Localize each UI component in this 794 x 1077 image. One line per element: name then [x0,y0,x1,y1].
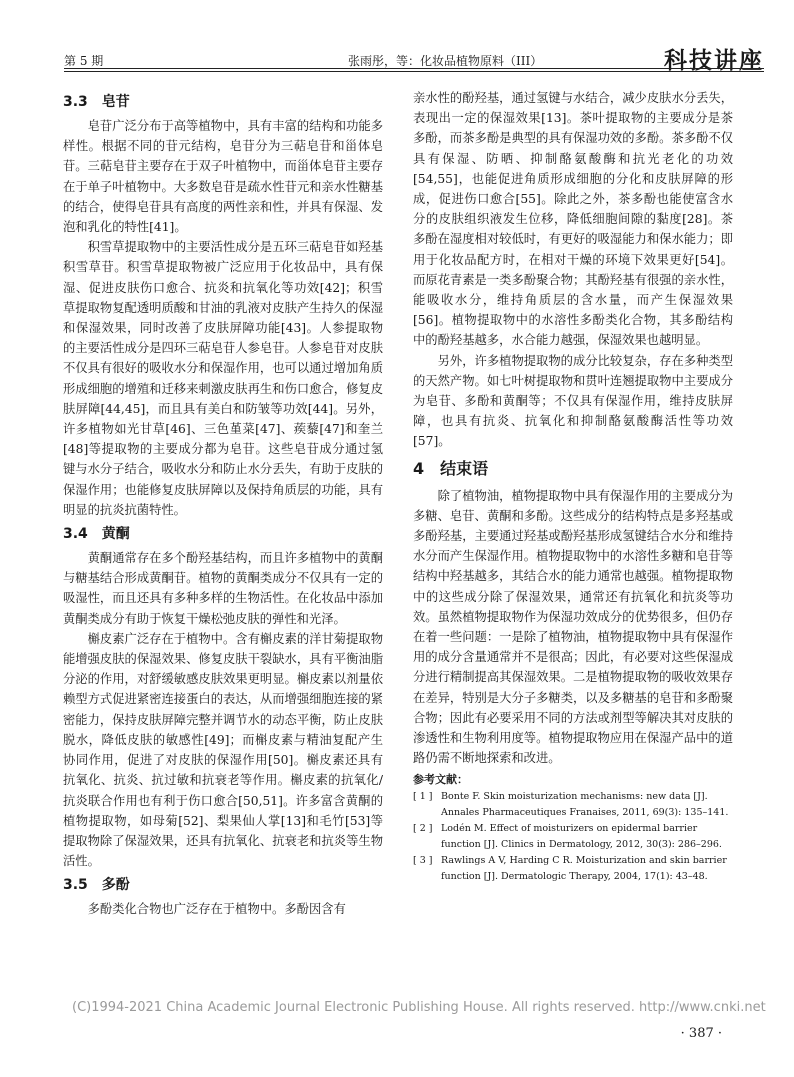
reference-text: Rawlings A V, Harding C R. Moisturization and skin barrier function [J]. Dermatologic Therapy, 2004, 17(1): 43–48. [441,854,727,882]
paragraph-continued: 亲水性的酚羟基，通过氢键与水结合，减少皮肤水分丢失，表现出一定的保湿效果[13]。茶叶提取物的主要成分是茶多酚，而茶多酚是典型的具有保湿功效的多酚。茶多酚不仅具有保湿、防晒、抑制酪氨酸酶和抗光老化的功效[54,55]，也能促进角质形成细胞的分化和皮肤屏障的形成，促进伤口愈合[55]。除此之外，茶多酚也能使富含水分的皮肤组织液发生位移，降低细胞间隙的黏度[28]。茶多酚在湿度相对较低时，有更好的吸湿能力和保水能力；即用于化妆品配方时，在相对干燥的环境下效果更好[54]。而原花青素是一类多酚聚合物；其酚羟基有很强的亲水性，能吸收水分，维持角质层的含水量，而产生保湿效果[56]。植物提取物中的水溶性多酚类化合物，其多酚结构中的酚羟基越多，水合能力越强，保湿效果也越明显。 [413,91,733,348]
paragraph: 多酚类化合物也广泛存在于植物中。多酚因含有 [87,902,346,917]
reference-text: Bonte F. Skin moisturization mechanisms: new data [J]. Annales Pharmaceutiques Franaises, 2011, 69(3): 135–141. [441,790,729,818]
copyright-watermark: (C)1994-2021 China Academic Journal Electronic Publishing House. All rights reserved. http://www.cnki.net [72,1000,766,1015]
left-column [63,88,383,920]
paragraph: 另外，许多植物提取物的成分比较复杂，存在多种类型的天然产物。如七叶树提取物和贯叶连翘提取物中主要成分为皂苷、多酚和黄酮等；不仅具有保湿作用，维持皮肤屏障，也具有抗炎、抗氧化和抑制酪氨酸酶活性等功效[57]。 [413,353,733,449]
column-title: 科技讲座 [664,48,764,74]
running-header [64,42,764,74]
section-heading-4: 4 结束语 [413,458,489,478]
paragraph: 黄酮通常存在多个酚羟基结构，而且许多植物中的黄酮与糖基结合形成黄酮苷。植物的黄酮类成分不仅具有一定的吸湿性，而且还具有多种多样的生物活性。在化妆品中添加黄酮类成分有助于恢复干燥松弛皮肤的弹性和光泽。 [63,551,383,626]
reference-number: [ 2 ] [413,822,433,834]
section-heading-3-3: 3.3 皂苷 [63,94,130,110]
reference-number: [ 1 ] [413,790,433,802]
reference-item [413,789,733,821]
section-heading-3-4: 3.4 黄酮 [63,526,130,543]
reference-text: Lodén M. Effect of moisturizers on epidermal barrier function [J]. Clinics in Dermatology, 2012, 30(3): 286–296. [441,822,722,850]
page-number: · 387 · [680,1026,722,1041]
reference-item [413,853,733,885]
right-column [413,88,733,885]
header-rule [64,68,764,69]
paragraph: 皂苷广泛分布于高等植物中，具有丰富的结构和功能多样性。根据不同的苷元结构，皂苷分为三萜皂苷和甾体皂苷。三萜皂苷主要存在于双子叶植物中，而甾体皂苷主要存在于单子叶植物中。大多数皂苷是疏水性苷元和亲水性糖基的结合，使得皂苷具有高度的两性亲和性，并具有保湿、发泡和乳化的特性[41]。 [63,119,383,235]
reference-item [413,821,733,853]
issue-number: 第 5 期 [64,54,104,68]
section-heading-3-5: 3.5 多酚 [63,877,130,894]
reference-number: [ 3 ] [413,854,433,866]
paragraph: 除了植物油，植物提取物中具有保湿作用的主要成分为多糖、皂苷、黄酮和多酚。这些成分的结构特点是多羟基或多酚羟基，主要通过羟基或酚羟基形成氢键结合水分和维持水分而产生保湿作用。植物提取物中的水溶性多糖和皂苷等结构中羟基越多，其结合水的能力通常也越强。植物提取物中的这些成分除了保湿效果，通常还有抗氧化和抗炎等功效。虽然植物提取物作为保湿功效成分的优势很多，但仍存在着一些问题：一是除了植物油，植物提取物中具有保湿作用的成分含量通常并不是很高；因此，有必要对这些保湿成分进行精制提高其保湿效果。二是植物提取物的吸收效果存在差异，特别是大分子多糖类，以及多糖基的皂苷和多酚聚合物；因此有必要采用不同的方法或剂型等解决其对皮肤的渗透性和生物利用度等。植物提取物应用在保湿产品中的道路仍需不断地探索和改进。 [413,488,733,766]
references-title: 参考文献： [413,772,468,786]
paragraph: 槲皮素广泛存在于植物中。含有槲皮素的洋甘菊提取物能增强皮肤的保湿效果、修复皮肤干裂缺水，具有平衡油脂分泌的作用，对舒缓敏感皮肤效果更明显。槲皮素以剂量依赖型方式促进紧密连接蛋白的表达，从而增强细胞连接的紧密能力，保持皮肤屏障完整并调节水的动态平衡，防止皮肤脱水，降低皮肤的敏感性[49]；而槲皮素与精油复配产生协同作用，促进了对皮肤的保湿作用[50]。槲皮素还具有抗氧化、抗炎、抗过敏和抗衰老等作用。槲皮素的抗氧化/抗炎联合作用也有利于伤口愈合[50,51]。许多富含黄酮的植物提取物，如母菊[52]、梨果仙人掌[13]和毛竹[53]等提取物除了保湿效果，还具有抗氧化、抗衰老和抗炎等生物活性。 [63,631,383,869]
paragraph: 积雪草提取物中的主要活性成分是五环三萜皂苷如羟基积雪草苷。积雪草提取物被广泛应用于化妆品中，具有保湿、促进皮肤伤口愈合、抗炎和抗氧化等功效[42]；积雪草提取物复配透明质酸和甘油的乳液对皮肤产生持久的保湿和保湿效果，同时改善了皮肤屏障功能[43]。人参提取物的主要活性成分是四环三萜皂苷人参皂苷。人参皂苷对皮肤不仅具有很好的吸收水分和保湿作用，也可以通过增加角质形成细胞的增殖和迁移来刺激皮肤再生和伤口愈合，修复皮肤屏障[44,45]，而且具有美白和防皱等功效[44]。另外，许多植物如光甘草[46]、三色堇菜[47]、蒺藜[47]和奎兰[48]等提取物的主要成分都为皂苷。这些皂苷成分通过氢键与水分子结合，吸收水分和防止水分丢失，有助于皮肤的保湿作用；也能修复皮肤屏障以及保持角质层的功能，具有明显的抗炎抗菌特性。 [63,240,383,517]
running-title: 张雨彤，等：化妆品植物原料（III） [348,54,543,68]
header-rule-thin [64,71,764,72]
